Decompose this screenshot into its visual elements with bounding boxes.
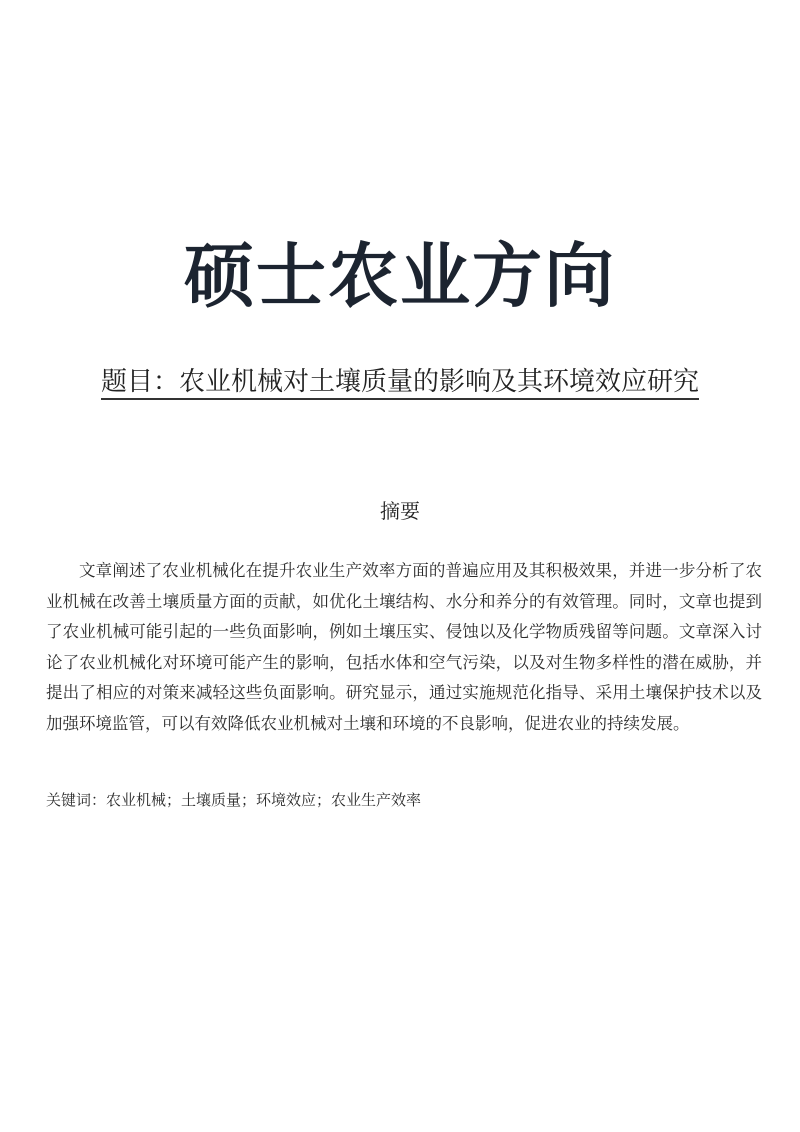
abstract-body: 文章阐述了农业机械化在提升农业生产效率方面的普遍应用及其积极效果，并进一步分析了农业机械在改善土壤质量方面的贡献，如优化土壤结构、水分和养分的有效管理。同时，文章也提到了农业机械可能引起的一些负面影响，例如土壤压实、侵蚀以及化学物质残留等问题。文章深入讨论了农业机械化对环境可能产生的影响，包括水体和空气污染，以及对生物多样性的潜在威胁，并提出了相应的对策来减轻这些负面影响。研究显示，通过实施规范化指导、采用土壤保护技术以及加强环境监管，可以有效降低农业机械对土壤和环境的不良影响，促进农业的持续发展。: [46, 561, 762, 733]
thesis-subtitle-text: 题目：农业机械对土壤质量的影响及其环境效应研究: [101, 367, 699, 400]
keywords-line: 关键词：农业机械；土壤质量；环境效应；农业生产效率: [46, 791, 422, 809]
abstract-heading: 摘要: [380, 499, 420, 523]
main-title: 硕士农业方向: [184, 234, 616, 317]
thesis-subtitle: [0, 364, 800, 400]
